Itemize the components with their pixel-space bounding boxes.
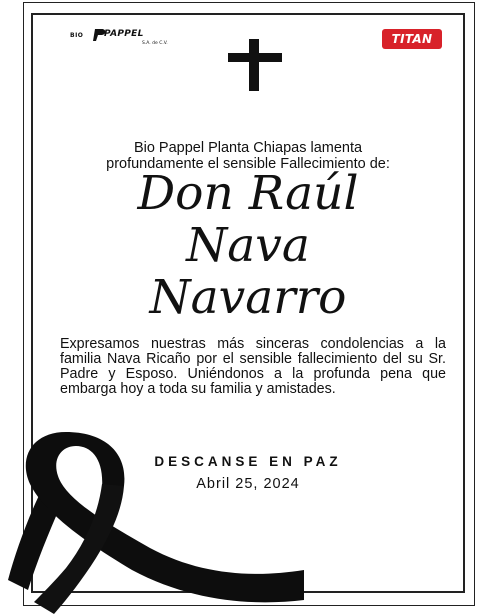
condolence-message: Expresamos nuestras más sinceras condolencias a la familia Nava Ricaño por el sensible fallecimiento del su Sr. Padre y Esposo. Uniéndonos a la profunda pena que embarga hoy a toda su familia y amistades. bbox=[60, 336, 446, 397]
bio-pappel-logo bbox=[64, 28, 182, 50]
date-text: Abril 25, 2024 bbox=[196, 476, 300, 492]
intro-line-2: profundamente el sensible Fallecimiento de: bbox=[106, 156, 390, 172]
logo-suffix: S.A. de C.V. bbox=[142, 41, 168, 46]
logo-brand: PAPPEL bbox=[104, 29, 144, 39]
titan-logo bbox=[382, 29, 442, 49]
name-line-1: Don Raúl bbox=[137, 166, 359, 221]
mourning-ribbon-icon bbox=[4, 430, 304, 615]
name-line-2: Nava bbox=[186, 218, 310, 273]
titan-logo-text: TITAN bbox=[391, 32, 433, 46]
cross-icon bbox=[228, 39, 282, 91]
deceased-name bbox=[40, 168, 456, 324]
rest-in-peace-heading: DESCANSE EN PAZ bbox=[154, 454, 342, 469]
intro-line-1: Bio Pappel Planta Chiapas lamenta bbox=[133, 140, 363, 156]
logo-prefix: BIO bbox=[70, 32, 84, 39]
name-line-3: Navarro bbox=[149, 270, 347, 325]
